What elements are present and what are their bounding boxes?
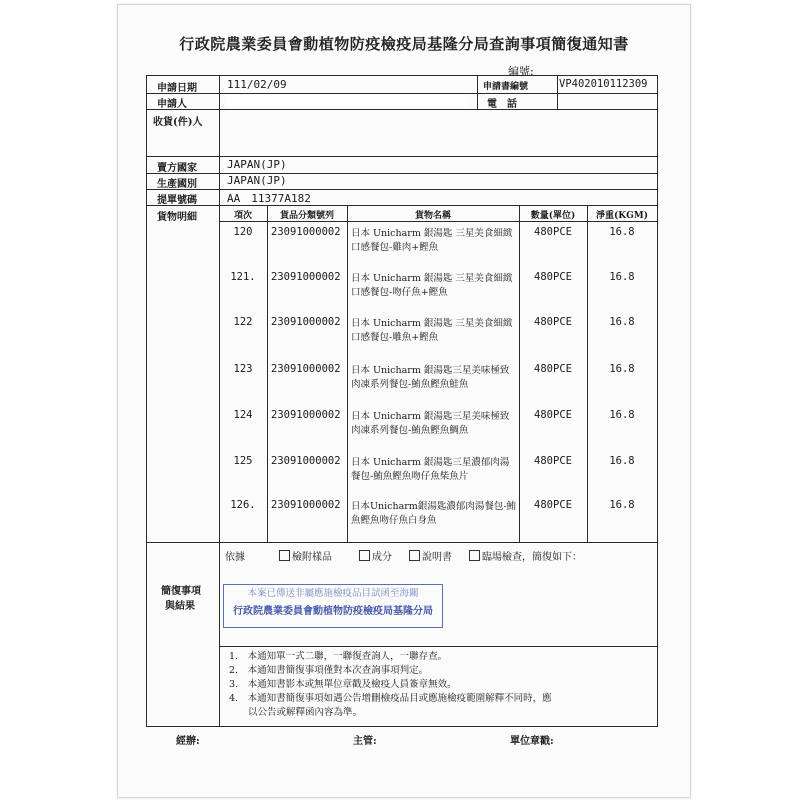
- goods-name: 日本 Unicharm 銀湯匙 三星美食細緻口感餐包-雕魚+鰹魚: [351, 318, 513, 343]
- checkbox-icon: [279, 550, 290, 561]
- hs-code: 23091000002: [271, 363, 341, 375]
- reply-label-line2: 與結果: [165, 601, 195, 612]
- checkbox-manual: [409, 548, 452, 563]
- net-weight: 16.8: [609, 226, 635, 238]
- bl-number-label: 提單號碼: [157, 195, 197, 206]
- hs-code: 23091000002: [271, 499, 341, 511]
- quantity: 480PCE: [534, 271, 572, 283]
- net-weight: 16.8: [609, 499, 635, 511]
- reply-tail-text: ，簡復如下：: [522, 552, 582, 563]
- checkbox-label: 臨場檢查: [482, 552, 522, 563]
- quantity: 480PCE: [534, 409, 572, 421]
- application-number-value: VP402010112309: [559, 78, 648, 90]
- bl-number-value: AA 11377A182: [227, 192, 311, 205]
- column-goods-name: 貨物名稱: [414, 211, 451, 221]
- unit-stamp-label: 單位章戳:: [510, 736, 554, 747]
- document-title: 行政院農業委員會動植物防疫檢疫局基隆分局查詢事項簡復通知書: [179, 35, 629, 53]
- net-weight: 16.8: [609, 271, 635, 283]
- official-stamp: [223, 584, 443, 628]
- origin-country-label: 生產國別: [157, 179, 197, 190]
- checkbox-icon: [469, 550, 480, 561]
- handler-label: 經辦:: [176, 736, 200, 747]
- item-number: 123: [233, 363, 253, 375]
- quantity: 480PCE: [534, 316, 572, 328]
- application-number-label: 申請書編號: [483, 82, 529, 92]
- checkbox-label: 成分: [372, 552, 392, 563]
- checkbox-onsite-inspection: [469, 548, 582, 563]
- document-page: [117, 4, 691, 798]
- checkbox-sample: [279, 548, 332, 563]
- hs-code: 23091000002: [271, 271, 341, 283]
- applicant-label: 申請人: [157, 99, 187, 110]
- goods-name: 日本 Unicharm 銀湯匙 三星美食細緻口感餐包-雞肉+鰹魚: [351, 228, 513, 253]
- form-table: [146, 75, 658, 727]
- column-quantity: 數量(單位): [530, 211, 576, 221]
- column-hs-code: 貨品分類號列: [279, 211, 334, 221]
- goods-name: 日本 Unicharm 銀湯匙三星美味極致肉凍系列餐包-鮪魚鰹魚鯛魚: [351, 411, 510, 436]
- net-weight: 16.8: [609, 316, 635, 328]
- reply-label-line1: 簡復事項: [161, 586, 201, 597]
- phone-label: 電 話: [487, 99, 517, 110]
- apply-date-label: 申請日期: [157, 83, 197, 94]
- note-4: 4. 本通知書簡復事項如遇公告增刪檢疫品目或應施檢疫範圍解釋不同時，應: [229, 693, 552, 704]
- column-item-no: 項次: [233, 211, 252, 221]
- item-number: 122: [233, 316, 253, 328]
- stamp-line2: 行政院農業委員會動植物防疫檢疫局基隆分局: [233, 606, 433, 617]
- consignee-label: 收貨(件)人: [153, 117, 203, 128]
- net-weight: 16.8: [609, 363, 635, 375]
- seller-country-value: JAPAN(JP): [227, 158, 287, 171]
- apply-date-value: 111/02/09: [227, 78, 287, 91]
- goods-details-label: 貨物明細: [157, 212, 197, 223]
- quantity: 480PCE: [534, 499, 572, 511]
- hs-code: 23091000002: [271, 455, 341, 467]
- hs-code: 23091000002: [271, 316, 341, 328]
- goods-name: 日本 Unicharm 銀湯匙三星濃郁肉湯餐包-鮪魚鰹魚吻仔魚柴魚片: [351, 457, 510, 482]
- hs-code: 23091000002: [271, 409, 341, 421]
- note-4-continued: 以公告或解釋函內容為準。: [229, 707, 363, 718]
- origin-country-value: JAPAN(JP): [227, 174, 287, 187]
- checkbox-icon: [409, 550, 420, 561]
- item-number: 124: [233, 409, 253, 421]
- applicant-value-redacted: [227, 95, 467, 107]
- net-weight: 16.8: [609, 409, 635, 421]
- note-1: 1. 本通知單一式二聯，一聯復查詢人，一聯存查。: [229, 651, 448, 662]
- quantity: 480PCE: [534, 363, 572, 375]
- goods-name: 日本 Unicharm 銀湯匙 三星美食細緻口感餐包-吻仔魚+鰹魚: [351, 273, 513, 298]
- goods-name: 日本 Unicharm 銀湯匙三星美味極致肉凍系列餐包-鮪魚鰹魚鮭魚: [351, 365, 510, 390]
- stamp-line1: 本案已傳送非屬應施檢疫品目試函至海關: [247, 588, 419, 599]
- hs-code: 23091000002: [271, 226, 341, 238]
- item-number: 126.: [230, 499, 256, 511]
- net-weight: 16.8: [609, 455, 635, 467]
- checkbox-ingredients: [359, 548, 392, 563]
- seller-country-label: 賣方國家: [157, 163, 197, 174]
- item-number: 120: [233, 226, 253, 238]
- checkbox-icon: [359, 550, 370, 561]
- quantity: 480PCE: [534, 226, 572, 238]
- checkbox-label: 檢附樣品: [292, 552, 332, 563]
- checkbox-label: 說明書: [422, 552, 452, 563]
- item-number: 125: [233, 455, 253, 467]
- supervisor-label: 主管:: [353, 736, 377, 747]
- item-number: 121.: [230, 271, 256, 283]
- basis-label: 依據: [225, 552, 245, 563]
- quantity: 480PCE: [534, 455, 572, 467]
- column-net-weight: 淨重(KGM): [596, 211, 648, 221]
- note-3: 3. 本通知書影本或無單位章戳及檢疫人員簽章無效。: [229, 679, 457, 690]
- goods-name: 日本Unicharm銀湯匙濃郁肉湯餐包-鮪魚鰹魚吻仔魚白身魚: [351, 501, 517, 526]
- note-2: 2. 本通知書簡復事項僅對本次查詢事項判定。: [229, 665, 429, 676]
- serial-number-label: 編號:: [508, 65, 534, 78]
